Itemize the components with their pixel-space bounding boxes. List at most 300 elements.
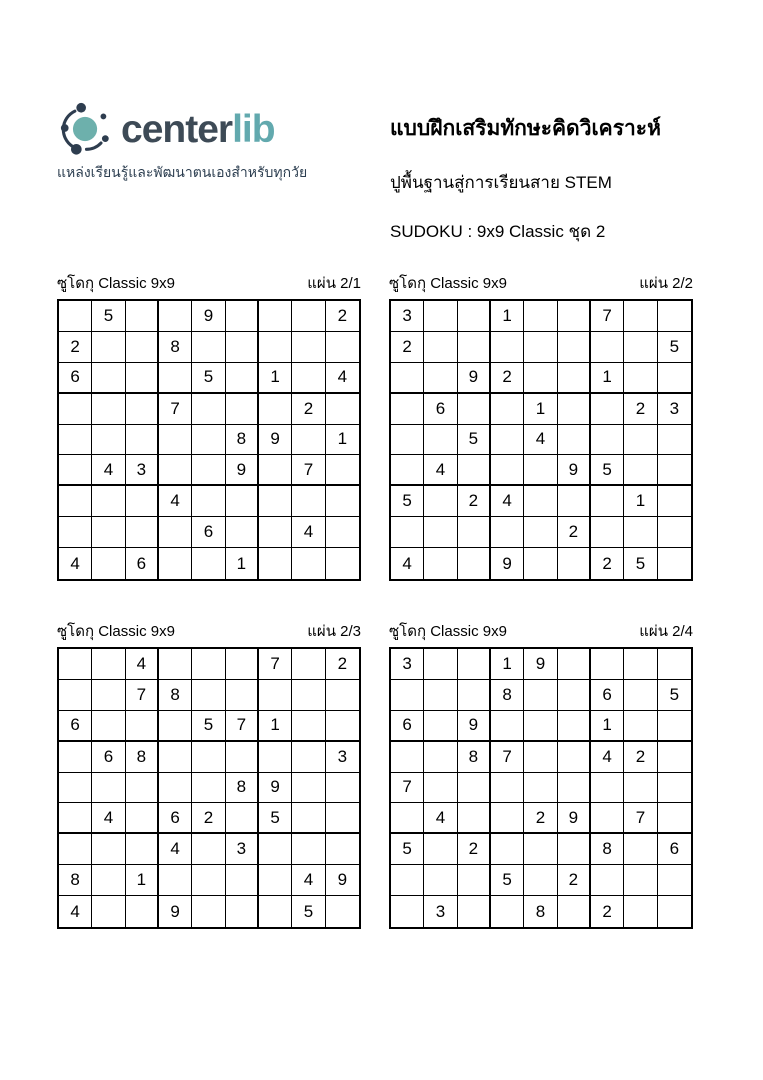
sudoku-cell — [624, 773, 657, 804]
sudoku-cell — [658, 773, 691, 804]
sudoku-cell — [624, 455, 657, 486]
sudoku-cell — [424, 517, 457, 548]
sudoku-cell: 9 — [458, 363, 491, 394]
sudoku-cell: 7 — [159, 394, 192, 425]
sudoku-cell — [192, 773, 225, 804]
sudoku-cell — [159, 711, 192, 742]
sudoku-cell — [591, 649, 624, 680]
sudoku-cell — [658, 649, 691, 680]
sudoku-cell — [424, 680, 457, 711]
sudoku-cell — [126, 301, 159, 332]
sudoku-cell — [591, 803, 624, 834]
sudoku-cell — [391, 803, 424, 834]
sudoku-cell: 9 — [558, 455, 591, 486]
sudoku-cell — [326, 680, 359, 711]
sudoku-cell — [126, 834, 159, 865]
sudoku-cell: 5 — [391, 486, 424, 517]
sudoku-cell — [192, 486, 225, 517]
sudoku-cell: 4 — [591, 742, 624, 773]
sudoku-cell — [192, 896, 225, 927]
sudoku-cell — [524, 773, 557, 804]
sudoku-cell: 2 — [292, 394, 325, 425]
logo-wordmark-secondary: lib — [232, 107, 275, 151]
sudoku-cell: 4 — [126, 649, 159, 680]
sudoku-cell — [126, 332, 159, 363]
sudoku-cell — [424, 711, 457, 742]
sudoku-cell — [458, 896, 491, 927]
sudoku-cell — [126, 486, 159, 517]
sudoku-cell — [658, 803, 691, 834]
sudoku-cell — [226, 486, 259, 517]
sudoku-cell: 6 — [159, 803, 192, 834]
sudoku-cell — [92, 773, 125, 804]
sudoku-cell — [326, 486, 359, 517]
sudoku-cell: 8 — [59, 865, 92, 896]
sudoku-cell — [524, 332, 557, 363]
sudoku-cell — [259, 486, 292, 517]
sudoku-cell: 8 — [159, 680, 192, 711]
sudoku-puzzle-2 — [389, 276, 693, 581]
sudoku-cell: 2 — [458, 486, 491, 517]
sudoku-cell — [159, 649, 192, 680]
sudoku-cell: 4 — [292, 865, 325, 896]
sudoku-cell: 6 — [391, 711, 424, 742]
sudoku-cell — [226, 649, 259, 680]
sudoku-cell — [326, 803, 359, 834]
sudoku-cell — [159, 517, 192, 548]
sudoku-cell — [159, 865, 192, 896]
sudoku-cell — [92, 394, 125, 425]
sudoku-cell: 1 — [591, 711, 624, 742]
sudoku-cell: 2 — [624, 742, 657, 773]
sudoku-cell — [92, 363, 125, 394]
sudoku-cell — [458, 517, 491, 548]
sudoku-cell — [558, 301, 591, 332]
sudoku-cell — [458, 649, 491, 680]
sudoku-grid — [389, 299, 693, 581]
sudoku-cell — [624, 517, 657, 548]
sudoku-cell: 8 — [591, 834, 624, 865]
sudoku-cell — [59, 834, 92, 865]
sudoku-cell: 2 — [192, 803, 225, 834]
sudoku-cell — [624, 865, 657, 896]
sudoku-cell — [558, 649, 591, 680]
sudoku-cell — [491, 517, 524, 548]
sudoku-cell — [292, 301, 325, 332]
sudoku-cell: 1 — [259, 711, 292, 742]
sudoku-cell — [391, 896, 424, 927]
sudoku-cell — [192, 742, 225, 773]
sudoku-cell — [591, 865, 624, 896]
sudoku-cell — [59, 680, 92, 711]
logo-orbit-icon — [57, 100, 115, 158]
sudoku-cell: 6 — [92, 742, 125, 773]
sudoku-cell — [591, 394, 624, 425]
sudoku-cell — [292, 742, 325, 773]
sudoku-cell: 2 — [326, 301, 359, 332]
sudoku-cell — [658, 486, 691, 517]
sudoku-cell — [391, 517, 424, 548]
puzzle-sheet-label: แผ่น 2/4 — [639, 623, 693, 640]
sudoku-cell — [424, 363, 457, 394]
sudoku-cell: 8 — [226, 773, 259, 804]
puzzle-title: ซูโดกุ Classic 9x9 — [57, 623, 175, 640]
sudoku-cell — [192, 332, 225, 363]
sudoku-cell — [226, 332, 259, 363]
sudoku-cell: 4 — [491, 486, 524, 517]
sudoku-cell — [658, 711, 691, 742]
sudoku-cell — [591, 773, 624, 804]
sudoku-cell — [59, 773, 92, 804]
sudoku-cell: 6 — [658, 834, 691, 865]
puzzle-title: ซูโดกุ Classic 9x9 — [57, 275, 175, 292]
sudoku-cell — [292, 425, 325, 456]
sudoku-cell — [226, 742, 259, 773]
sudoku-cell: 6 — [192, 517, 225, 548]
sudoku-cell: 5 — [259, 803, 292, 834]
sudoku-cell — [159, 548, 192, 579]
sudoku-cell — [159, 455, 192, 486]
sudoku-cell — [192, 649, 225, 680]
sudoku-cell — [92, 896, 125, 927]
sudoku-cell — [192, 455, 225, 486]
sudoku-cell — [558, 742, 591, 773]
sudoku-cell — [259, 548, 292, 579]
sudoku-cell: 8 — [491, 680, 524, 711]
sudoku-cell — [524, 742, 557, 773]
sudoku-cell: 5 — [391, 834, 424, 865]
sudoku-cell — [326, 548, 359, 579]
sudoku-cell — [458, 332, 491, 363]
puzzle-header — [389, 624, 693, 643]
sudoku-cell — [226, 896, 259, 927]
sudoku-cell — [226, 680, 259, 711]
sudoku-cell — [226, 803, 259, 834]
sudoku-cell — [292, 834, 325, 865]
logo-wordmark-primary: center — [121, 107, 233, 151]
sudoku-cell: 7 — [624, 803, 657, 834]
sudoku-cell: 5 — [658, 680, 691, 711]
sudoku-cell: 2 — [558, 517, 591, 548]
sudoku-cell: 8 — [524, 896, 557, 927]
sudoku-cell — [259, 332, 292, 363]
sudoku-cell: 2 — [59, 332, 92, 363]
sudoku-cell: 8 — [458, 742, 491, 773]
sudoku-cell — [658, 548, 691, 579]
sudoku-cell — [391, 425, 424, 456]
sudoku-cell — [458, 455, 491, 486]
sudoku-cell — [391, 455, 424, 486]
sudoku-cell: 4 — [92, 803, 125, 834]
sudoku-cell — [424, 865, 457, 896]
sudoku-cell: 2 — [624, 394, 657, 425]
sudoku-cell — [259, 742, 292, 773]
sudoku-cell — [259, 834, 292, 865]
sudoku-cell — [424, 486, 457, 517]
sudoku-cell: 9 — [259, 773, 292, 804]
sudoku-cell — [326, 896, 359, 927]
sudoku-cell — [159, 742, 192, 773]
sudoku-grid — [57, 299, 361, 581]
sudoku-cell: 9 — [491, 548, 524, 579]
sudoku-cell: 7 — [259, 649, 292, 680]
sudoku-cell: 4 — [326, 363, 359, 394]
sudoku-cell — [558, 711, 591, 742]
sudoku-cell — [424, 649, 457, 680]
sudoku-cell: 4 — [159, 486, 192, 517]
sudoku-cell: 9 — [326, 865, 359, 896]
sudoku-cell — [159, 363, 192, 394]
sudoku-cell: 6 — [424, 394, 457, 425]
sudoku-cell — [226, 301, 259, 332]
sudoku-cell — [524, 486, 557, 517]
sudoku-cell — [391, 680, 424, 711]
sudoku-cell — [424, 301, 457, 332]
sudoku-cell — [326, 332, 359, 363]
sudoku-cell — [326, 455, 359, 486]
sudoku-cell — [192, 865, 225, 896]
sudoku-cell — [326, 517, 359, 548]
sudoku-cell — [92, 680, 125, 711]
sudoku-cell: 2 — [558, 865, 591, 896]
sudoku-cell: 9 — [458, 711, 491, 742]
sudoku-cell — [292, 711, 325, 742]
sudoku-cell — [558, 425, 591, 456]
puzzle-sheet-label: แผ่น 2/3 — [307, 623, 361, 640]
sudoku-cell: 9 — [226, 455, 259, 486]
sudoku-cell: 1 — [326, 425, 359, 456]
puzzle-title: ซูโดกุ Classic 9x9 — [389, 275, 507, 292]
document-subtitle: ปูพื้นฐานสู่การเรียนสาย STEM — [390, 173, 612, 192]
sudoku-cell — [491, 455, 524, 486]
sudoku-cell: 4 — [292, 517, 325, 548]
sudoku-cell — [658, 896, 691, 927]
puzzle-title: ซูโดกุ Classic 9x9 — [389, 623, 507, 640]
sudoku-cell — [59, 425, 92, 456]
sudoku-cell — [424, 332, 457, 363]
sudoku-cell: 4 — [159, 834, 192, 865]
sudoku-cell — [126, 394, 159, 425]
sudoku-cell: 6 — [126, 548, 159, 579]
sudoku-cell — [658, 865, 691, 896]
sudoku-cell — [558, 834, 591, 865]
sudoku-cell: 5 — [192, 363, 225, 394]
sudoku-cell — [292, 773, 325, 804]
sudoku-cell — [326, 394, 359, 425]
sudoku-cell — [658, 455, 691, 486]
sudoku-grid — [389, 647, 693, 929]
sudoku-cell — [126, 711, 159, 742]
sudoku-cell — [424, 425, 457, 456]
sudoku-cell — [658, 301, 691, 332]
sudoku-cell — [458, 773, 491, 804]
sudoku-cell — [192, 834, 225, 865]
sudoku-cell: 4 — [92, 455, 125, 486]
sudoku-cell — [558, 363, 591, 394]
sudoku-cell — [524, 680, 557, 711]
sudoku-cell — [491, 394, 524, 425]
sudoku-cell — [326, 834, 359, 865]
sudoku-cell: 9 — [524, 649, 557, 680]
sudoku-cell: 5 — [591, 455, 624, 486]
sudoku-cell — [624, 834, 657, 865]
sudoku-cell — [624, 680, 657, 711]
sudoku-cell — [126, 803, 159, 834]
centerlib-logo — [57, 100, 357, 184]
sudoku-cell — [624, 425, 657, 456]
sudoku-cell: 1 — [491, 301, 524, 332]
sudoku-cell: 3 — [658, 394, 691, 425]
sudoku-cell: 4 — [524, 425, 557, 456]
sudoku-cell: 3 — [391, 301, 424, 332]
sudoku-cell — [59, 301, 92, 332]
sudoku-cell: 4 — [59, 548, 92, 579]
sudoku-cell — [92, 517, 125, 548]
sudoku-cell — [558, 332, 591, 363]
sudoku-cell: 6 — [591, 680, 624, 711]
sudoku-cell — [624, 363, 657, 394]
sudoku-cell — [458, 301, 491, 332]
logo-wordmark — [121, 107, 275, 151]
sudoku-cell — [126, 896, 159, 927]
sudoku-cell: 5 — [491, 865, 524, 896]
sudoku-cell — [524, 455, 557, 486]
sudoku-cell: 1 — [126, 865, 159, 896]
sudoku-cell — [92, 548, 125, 579]
sudoku-cell — [259, 517, 292, 548]
sudoku-cell: 7 — [126, 680, 159, 711]
sudoku-cell: 2 — [326, 649, 359, 680]
sudoku-cell — [92, 332, 125, 363]
puzzle-header — [57, 624, 361, 643]
sudoku-cell: 6 — [59, 711, 92, 742]
sudoku-cell — [259, 301, 292, 332]
sudoku-cell: 3 — [226, 834, 259, 865]
puzzle-sheet-label: แผ่น 2/1 — [307, 275, 361, 292]
puzzle-header — [389, 276, 693, 295]
logo-tagline: แหล่งเรียนรู้และพัฒนาตนเองสำหรับทุกวัย — [57, 164, 308, 180]
sudoku-cell — [292, 486, 325, 517]
sudoku-cell — [326, 773, 359, 804]
sudoku-cell — [524, 834, 557, 865]
sudoku-cell — [192, 548, 225, 579]
sudoku-cell — [624, 332, 657, 363]
sudoku-cell — [491, 425, 524, 456]
sudoku-cell — [491, 773, 524, 804]
sudoku-cell — [524, 548, 557, 579]
sudoku-cell: 7 — [491, 742, 524, 773]
sudoku-cell: 1 — [624, 486, 657, 517]
sudoku-cell: 9 — [259, 425, 292, 456]
sudoku-cell: 8 — [126, 742, 159, 773]
sudoku-cell: 5 — [658, 332, 691, 363]
sudoku-puzzle-1 — [57, 276, 361, 581]
sudoku-cell: 4 — [59, 896, 92, 927]
sudoku-cell — [591, 425, 624, 456]
sudoku-cell: 9 — [558, 803, 591, 834]
sudoku-cell — [624, 649, 657, 680]
sudoku-cell — [391, 363, 424, 394]
sudoku-cell — [524, 301, 557, 332]
sudoku-cell: 1 — [491, 649, 524, 680]
sudoku-cell — [558, 896, 591, 927]
sudoku-cell — [59, 649, 92, 680]
sudoku-cell — [326, 711, 359, 742]
sudoku-cell — [92, 711, 125, 742]
sudoku-cell: 2 — [458, 834, 491, 865]
sudoku-cell — [524, 363, 557, 394]
sudoku-cell: 7 — [292, 455, 325, 486]
puzzle-header — [57, 276, 361, 295]
sudoku-cell — [391, 394, 424, 425]
sudoku-cell — [491, 711, 524, 742]
sudoku-cell — [192, 394, 225, 425]
sudoku-cell — [59, 486, 92, 517]
sudoku-cell — [624, 301, 657, 332]
sudoku-cell — [458, 394, 491, 425]
sudoku-cell — [126, 773, 159, 804]
sudoku-cell — [458, 680, 491, 711]
sudoku-cell — [658, 517, 691, 548]
sudoku-cell — [591, 486, 624, 517]
sudoku-cell: 5 — [458, 425, 491, 456]
sudoku-cell: 5 — [624, 548, 657, 579]
sudoku-cell — [126, 517, 159, 548]
sudoku-cell — [558, 548, 591, 579]
sudoku-cell — [624, 711, 657, 742]
sudoku-cell: 2 — [591, 548, 624, 579]
sudoku-cell — [391, 865, 424, 896]
sudoku-cell: 4 — [391, 548, 424, 579]
sudoku-cell — [159, 301, 192, 332]
sudoku-cell: 2 — [591, 896, 624, 927]
sudoku-cell — [658, 742, 691, 773]
sudoku-cell: 5 — [192, 711, 225, 742]
sudoku-cell — [226, 865, 259, 896]
sudoku-cell — [424, 773, 457, 804]
sudoku-cell — [92, 425, 125, 456]
sudoku-cell — [558, 394, 591, 425]
sudoku-cell — [658, 425, 691, 456]
sudoku-cell: 4 — [424, 455, 457, 486]
sudoku-cell — [226, 363, 259, 394]
sudoku-cell — [92, 649, 125, 680]
sudoku-cell — [524, 711, 557, 742]
document-header — [390, 112, 750, 245]
sudoku-cell — [558, 680, 591, 711]
sudoku-cell — [59, 455, 92, 486]
sudoku-cell: 2 — [524, 803, 557, 834]
sudoku-cell — [624, 896, 657, 927]
sudoku-cell — [491, 896, 524, 927]
sudoku-cell — [226, 394, 259, 425]
sudoku-cell — [491, 803, 524, 834]
document-title: แบบฝึกเสริมทักษะคิดวิเคราะห์ — [390, 117, 661, 140]
sudoku-cell — [92, 486, 125, 517]
sudoku-cell — [491, 834, 524, 865]
sudoku-puzzle-3 — [57, 624, 361, 929]
sudoku-cell — [424, 548, 457, 579]
sudoku-cell: 4 — [424, 803, 457, 834]
sudoku-cell: 2 — [491, 363, 524, 394]
sudoku-cell — [558, 773, 591, 804]
sudoku-cell — [558, 486, 591, 517]
sudoku-puzzle-4 — [389, 624, 693, 929]
sudoku-cell: 6 — [59, 363, 92, 394]
sudoku-cell — [126, 363, 159, 394]
sudoku-cell — [292, 363, 325, 394]
sudoku-cell — [259, 394, 292, 425]
